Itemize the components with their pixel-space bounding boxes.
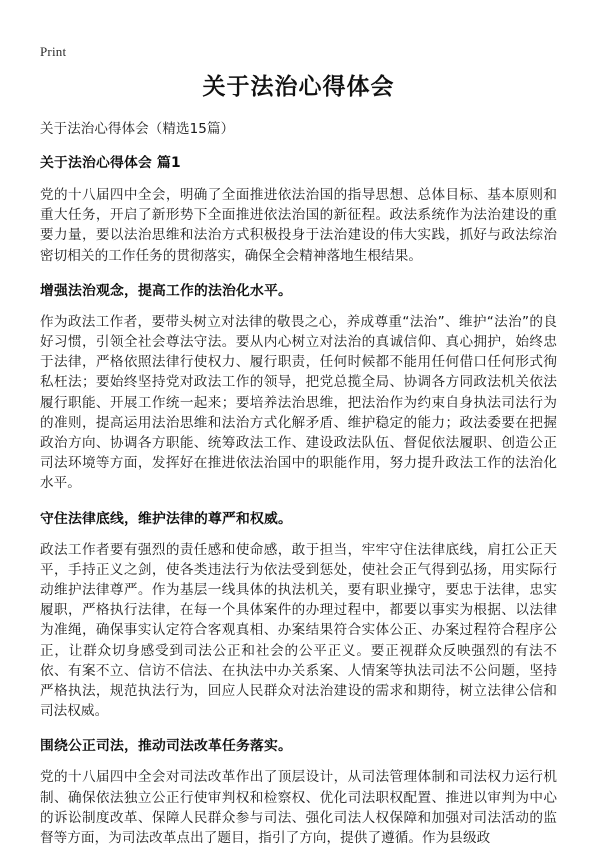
section-heading-1: 关于法治心得体会 篇1 <box>40 155 181 171</box>
section-paragraph-3: 政法工作者要有强烈的责任感和使命感，敢于担当，牢牢守住法律底线，肩扛公正天平，手持正义之剑，使各类违法行为依法受到惩处，使社会正气得到弘扬，用实际行动维护法律尊严。作为基层一线具体的执法机关，要有职业操守，要忠于法律，忠实履职，严格执行法律，在每一个具体案件的办理过程中，都要以事实为根据、以法律为准绳，确保事实认定符合客观真相、办案结果符合实体公正、办案过程符合程序公正，让群众切身感受到司法公正和社会的公平正义。要正视群众反映强烈的有法不依、有案不立、信访不信法、在执法中办关系案、人情案等执法司法不公问题，坚持严格执法，规范执法行为，回应人民群众对法治建设的需求和期待，树立法律公信和司法权威。 <box>40 541 557 720</box>
print-button[interactable]: Print <box>40 44 67 59</box>
document-subtitle: 关于法治心得体会（精选15篇） <box>40 121 235 137</box>
section-heading-3: 守住法律底线，维护法律的尊严和权威。 <box>40 510 292 527</box>
section-paragraph-1: 党的十八届四中全会，明确了全面推进依法治国的指导思想、总体目标、基本原则和重大任务，开启了新形势下全面推进依法治国的新征程。政法系统作为法治建设的重要力量，要以法治思维和法治方式积极投身于法治建设的伟大实践，抓好与政法综治密切相关的工作任务的贯彻落实，确保全会精神落地生根结果。 <box>40 187 557 264</box>
section-paragraph-2: 作为政法工作者，要带头树立对法律的敬畏之心，养成尊重“法治”、维护“法治”的良好习惯，引领全社会尊法守法。要从内心树立对法治的真诚信仰、真心拥护，始终忠于法律，严格依照法律行使权力、履行职责，任何时候都不能用任何借口任何形式徇私枉法；要始终坚持党对政法工作的领导，把党总揽全局、协调各方同政法机关依法履行职能、开展工作统一起来；要培养法治思维，把法治作为约束自身执法司法行为的准则，提高运用法治思维和法治方式化解矛盾、维护稳定的能力；政法委要在把握政治方向、协调各方职能、统筹政法工作、建设政法队伍、督促依法履职、创造公正司法环境等方面，发挥好在推进依法治国中的职能作用，努力提升政法工作的法治化水平。 <box>40 313 557 492</box>
section-paragraph-4: 党的十八届四中全会对司法改革作出了顶层设计，从司法管理体制和司法权力运行机制、确保依法独立公正行使审判权和检察权、优化司法职权配置、推进以审判为中心的诉讼制度改革、保障人民群众参与司法、强化司法人权保障和加强对司法活动的监督等方面，为司法改革点出了题目，指引了方向，提供了遵循。作为县级政 <box>40 769 557 847</box>
page-title: 关于法治心得体会 <box>202 74 395 100</box>
document-body <box>40 72 557 848</box>
section-heading-4: 围绕公正司法，推动司法改革任务落实。 <box>40 738 292 755</box>
section-heading-2: 增强法治观念，提高工作的法治化水平。 <box>40 282 292 299</box>
